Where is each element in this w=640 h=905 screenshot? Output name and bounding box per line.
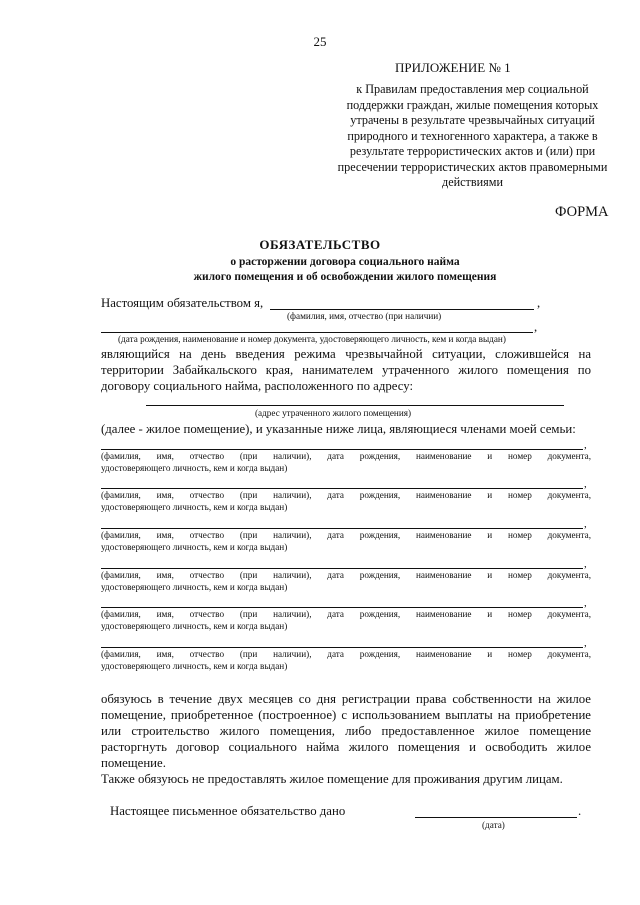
appendix-line: поддержки граждан, жилые помещения которых <box>346 97 599 112</box>
obligation-also: Также обязуюсь не предоставлять жилое помещение для проживания другим лицам. <box>101 772 563 786</box>
member-caption: (фамилия, имя, отчество (при наличии), дата рождения, наименование и номер документа, <box>101 609 591 619</box>
obligation-line: помещение. <box>101 756 166 770</box>
caption-fio: (фамилия, имя, отчество (при наличии) <box>287 311 442 321</box>
appendix-line: утрачены в результате чрезвычайных ситуаций <box>350 113 595 127</box>
member-caption: (фамилия, имя, отчество (при наличии), дата рождения, наименование и номер документа, <box>101 490 591 500</box>
intro-para-line: территории Забайкальского края, нанимателем утраченного жилого помещения по <box>101 363 591 377</box>
appendix-description <box>330 82 615 191</box>
intro-para-line: являющийся на день введения режима чрезвычайной ситуации, сложившейся на <box>101 347 591 361</box>
member-caption: удостоверяющего личность, кем и когда выдан) <box>101 661 288 671</box>
member-caption: удостоверяющего личность, кем и когда выдан) <box>101 463 288 473</box>
member-comma: , <box>584 558 587 570</box>
member-input-line[interactable] <box>101 449 583 450</box>
intro-prefix: Настоящим обязательством я, <box>101 296 264 310</box>
appendix-line: природного и техногенного характера, а также в <box>347 128 598 143</box>
obligation-line: или строительство жилого помещения, либо предоставленное жилое помещение <box>101 724 591 738</box>
page-number: 25 <box>313 34 327 49</box>
appendix-line: пресечении террористических актов правомерными <box>337 159 608 174</box>
obligation-line: обязуюсь в течение двух месяцев со дня регистрации права собственности на жилое <box>101 692 591 706</box>
obligation-line: расторгнуть договор социального найма жилого помещения и освободить жилое <box>101 740 591 754</box>
member-input-line[interactable] <box>101 607 583 608</box>
fio-input-line[interactable] <box>270 309 534 310</box>
member-comma: , <box>584 478 587 490</box>
obligation-line: помещение, приобретенное (построенное) с использованием выплаты на приобретение <box>101 708 591 722</box>
form-label: ФОРМА <box>555 204 609 220</box>
subtitle-line: жилого помещения и об освобождении жилого помещения <box>193 271 497 283</box>
date-period: . <box>578 804 582 818</box>
member-caption: удостоверяющего личность, кем и когда выдан) <box>101 621 288 631</box>
appendix-line: действиями <box>442 175 503 189</box>
caption-birth-doc: (дата рождения, наименование и номер документа, удостоверяющего личность, кем и когда выдан) <box>118 334 506 344</box>
date-input-line[interactable] <box>415 817 577 818</box>
member-caption: (фамилия, имя, отчество (при наличии), дата рождения, наименование и номер документа, <box>101 451 591 461</box>
member-input-line[interactable] <box>101 488 583 489</box>
member-caption: удостоверяющего личность, кем и когда выдан) <box>101 582 288 592</box>
family-line: (далее - жилое помещение), и указанные ниже лица, являющиеся членами моей семьи: <box>101 422 576 436</box>
appendix-line: к Правилам предоставления мер социальной <box>356 82 589 96</box>
member-caption: (фамилия, имя, отчество (при наличии), дата рождения, наименование и номер документа, <box>101 530 591 540</box>
given-text: Настоящее письменное обязательство дано <box>110 804 346 818</box>
caption-date: (дата) <box>482 820 505 830</box>
member-input-line[interactable] <box>101 528 583 529</box>
member-comma: , <box>584 637 587 649</box>
subtitle-line: о расторжении договора социального найма <box>230 256 460 268</box>
member-caption: удостоверяющего личность, кем и когда выдан) <box>101 502 288 512</box>
address-input-line[interactable] <box>146 405 564 406</box>
document-title: ОБЯЗАТЕЛЬСТВО <box>259 237 381 252</box>
birth-doc-input-line[interactable] <box>101 332 533 333</box>
member-input-line[interactable] <box>101 647 583 648</box>
member-comma: , <box>584 439 587 451</box>
member-comma: , <box>584 518 587 530</box>
intro-para-line: договору социального найма, расположенного по адресу: <box>101 379 414 393</box>
member-caption: (фамилия, имя, отчество (при наличии), дата рождения, наименование и номер документа, <box>101 649 591 659</box>
member-input-line[interactable] <box>101 568 583 569</box>
member-caption: удостоверяющего личность, кем и когда выдан) <box>101 542 288 552</box>
document-subtitle <box>130 255 560 285</box>
fio-comma: , <box>537 296 541 310</box>
member-caption: (фамилия, имя, отчество (при наличии), дата рождения, наименование и номер документа, <box>101 570 591 580</box>
birth-doc-comma: , <box>534 320 538 334</box>
caption-address: (адрес утраченного жилого помещения) <box>255 408 412 418</box>
appendix-line: результате террористических актов и (или) при <box>349 144 596 158</box>
member-comma: , <box>584 597 587 609</box>
appendix-title: ПРИЛОЖЕНИЕ № 1 <box>395 60 511 75</box>
